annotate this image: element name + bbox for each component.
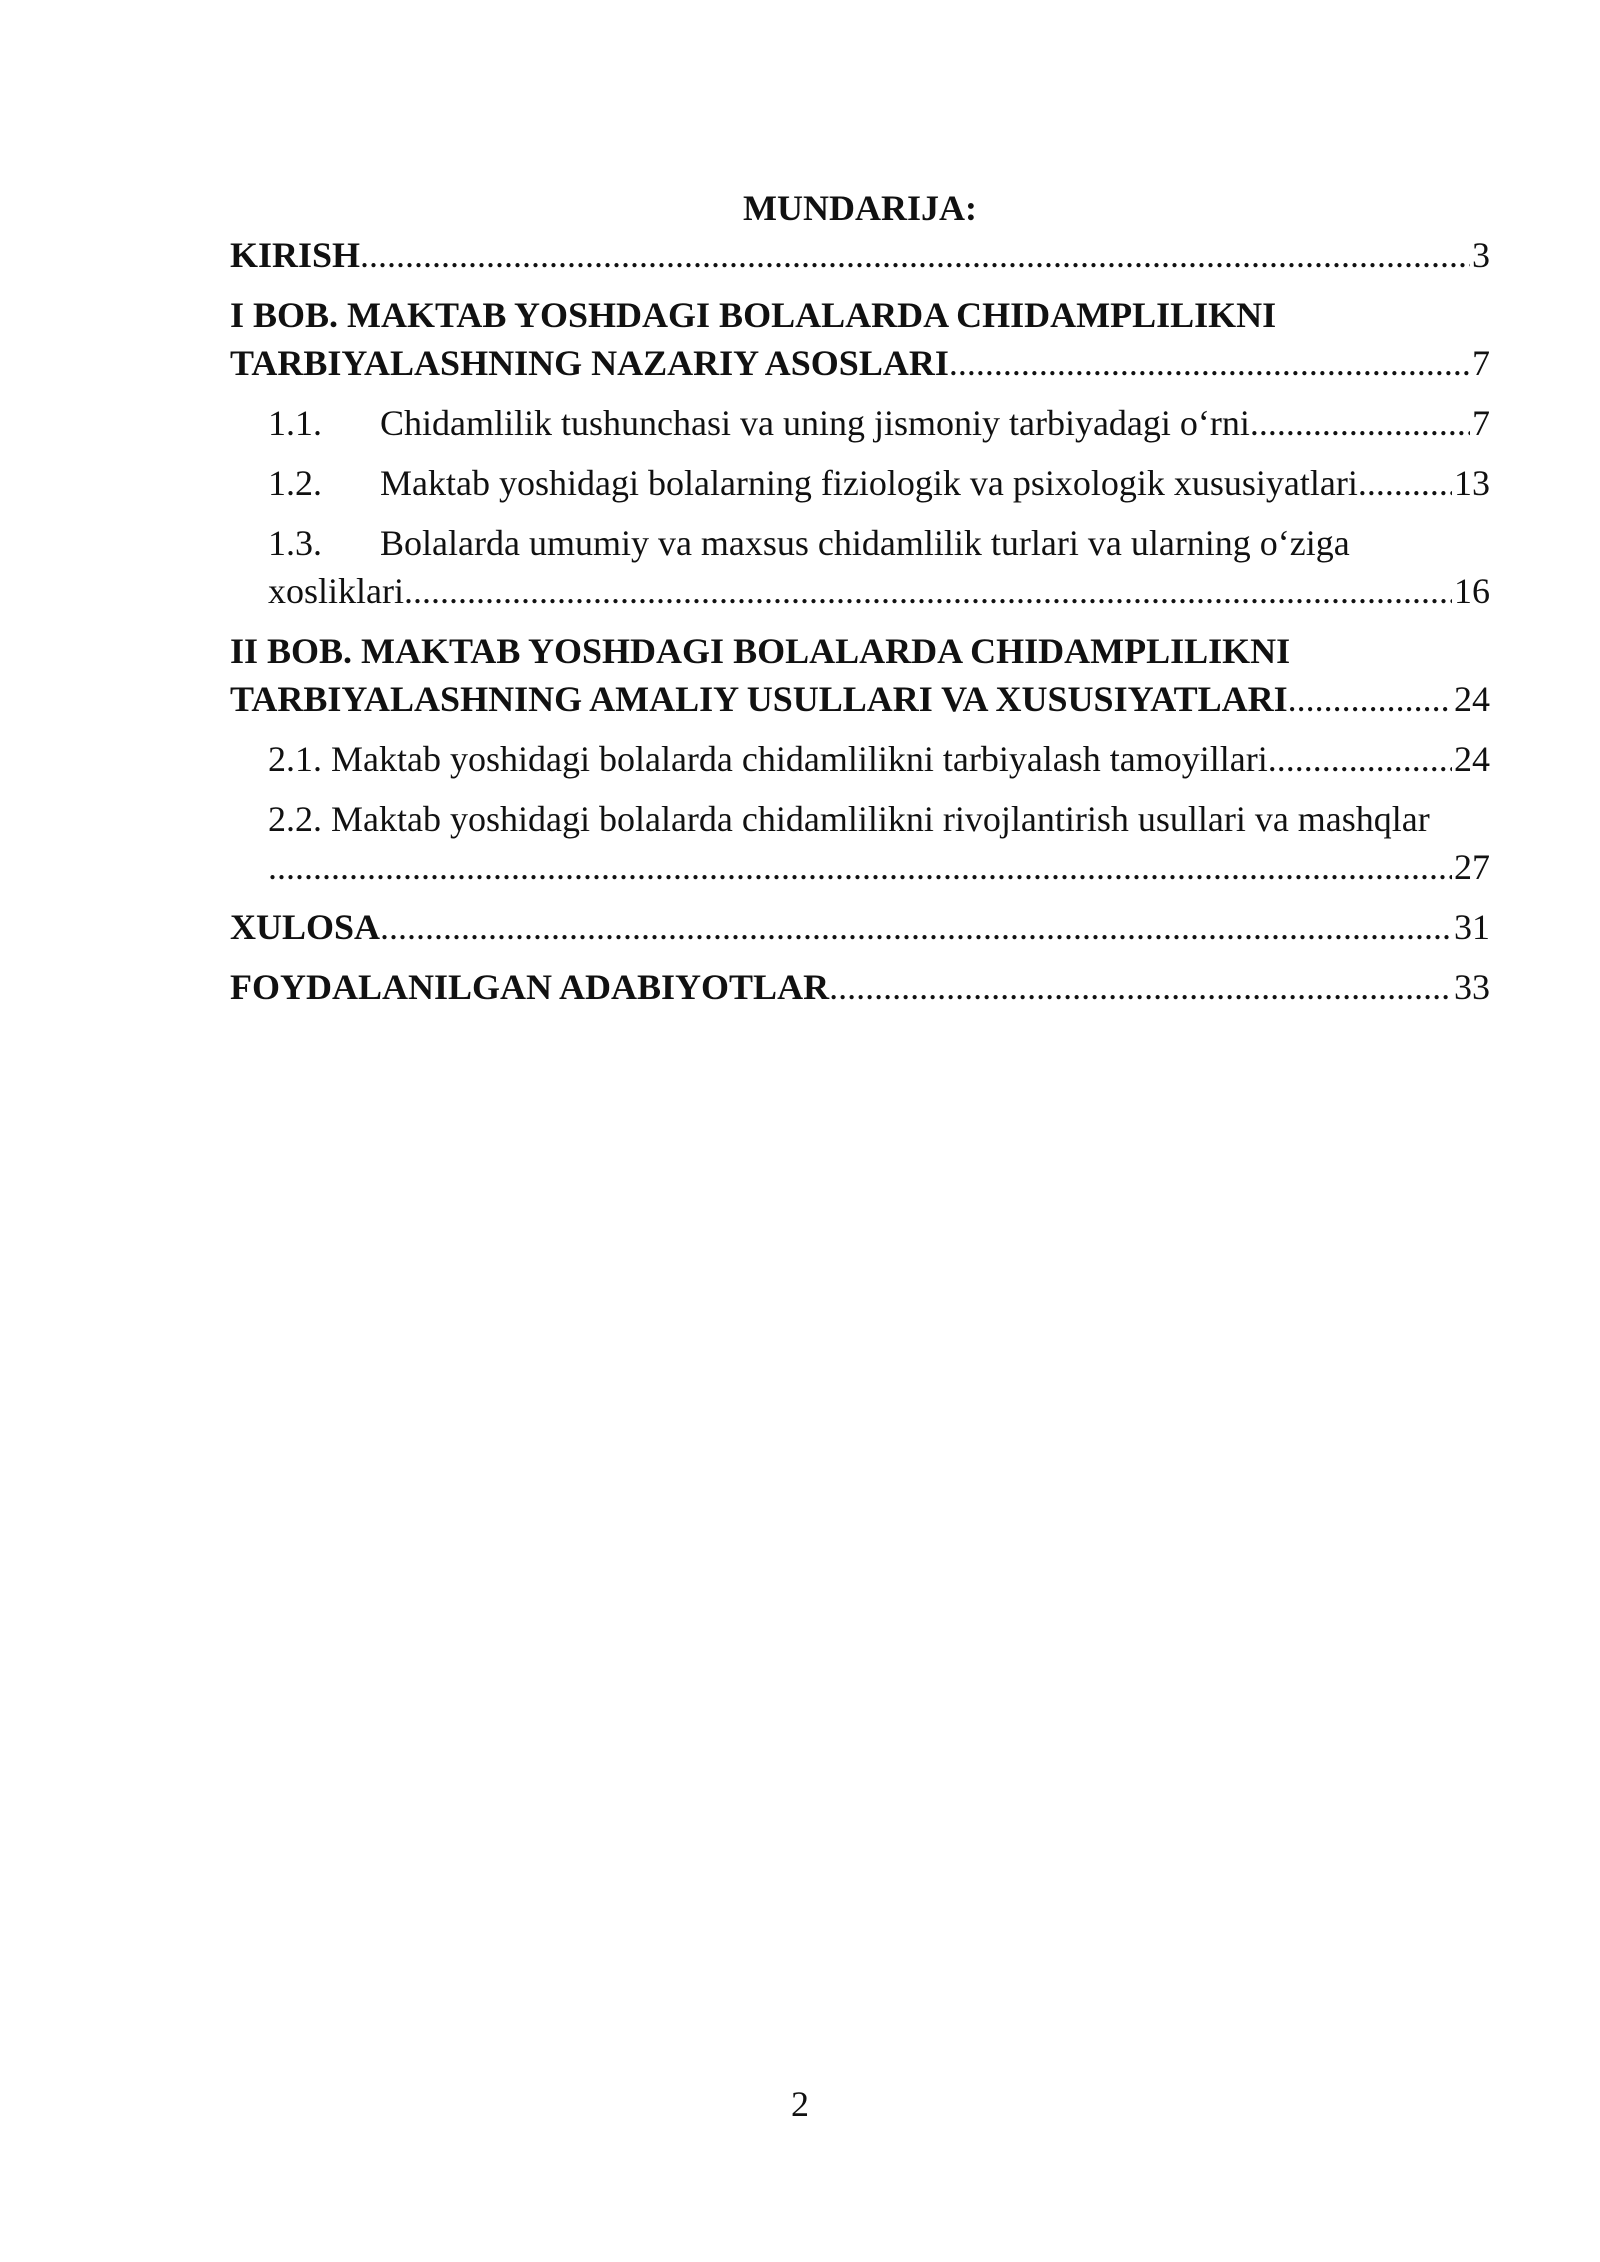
toc-entry-1-3[interactable] bbox=[230, 519, 1490, 615]
toc-entry-page: 24 bbox=[1454, 739, 1490, 779]
toc-entry-page: 24 bbox=[1454, 679, 1490, 719]
toc-title: MUNDARIJA: bbox=[743, 188, 977, 228]
toc-entry-page: 7 bbox=[1472, 343, 1490, 383]
toc-entry-2-2[interactable] bbox=[230, 795, 1490, 891]
toc-entry-label: 2.1. Maktab yoshidagi bolalarda chidamlilikni tarbiyalash tamoyillari bbox=[268, 739, 1268, 779]
toc-leader-dots bbox=[829, 963, 1452, 1011]
toc-leader-dots bbox=[949, 339, 1470, 387]
toc-leader-dots bbox=[1250, 399, 1470, 447]
toc-entry-label: Maktab yoshidagi bolalarning fiziologik va psixologik xususiyatlari bbox=[380, 463, 1358, 503]
toc-entry-1-2[interactable] bbox=[230, 459, 1490, 507]
toc-entry-page: 7 bbox=[1472, 403, 1490, 443]
toc-entry-page: 27 bbox=[1454, 847, 1490, 887]
toc-entry-label: I BOB. MAKTAB YOSHDAGI BOLALARDA CHIDAMPLILIKNI bbox=[230, 295, 1277, 335]
toc-entry-page: 16 bbox=[1454, 571, 1490, 611]
toc-entry-page: 31 bbox=[1454, 907, 1490, 947]
toc-entry-label-cont: xosliklari bbox=[268, 571, 404, 611]
toc-entry-1-1[interactable] bbox=[230, 399, 1490, 447]
toc-entry-label-cont: TARBIYALASHNING AMALIY USULLARI VA XUSUSIYATLARI bbox=[230, 679, 1288, 719]
toc-entry-number: 1.2. bbox=[268, 463, 322, 503]
toc-leader-dots bbox=[268, 843, 1452, 891]
toc-leader-dots bbox=[404, 567, 1452, 615]
toc-entry-kirish[interactable] bbox=[230, 231, 1490, 279]
toc-entry-number: 1.3. bbox=[268, 523, 322, 563]
toc-entry-chapter-1[interactable] bbox=[230, 291, 1490, 387]
toc-entry-label: KIRISH bbox=[230, 235, 361, 275]
toc-entry-label: Chidamlilik tushunchasi va uning jismoniy tarbiyadagi o‘rni bbox=[380, 403, 1250, 443]
toc-entry-page: 13 bbox=[1454, 463, 1490, 503]
toc-entry-label: XULOSA bbox=[230, 907, 381, 947]
toc-entry-page: 3 bbox=[1472, 235, 1490, 275]
toc-leader-dots bbox=[1268, 735, 1452, 783]
toc-entry-label: FOYDALANILGAN ADABIYOTLAR bbox=[230, 967, 830, 1007]
toc-entry-adabiyotlar[interactable] bbox=[230, 963, 1490, 1011]
toc-entry-chapter-2[interactable] bbox=[230, 627, 1490, 723]
toc-entry-2-1[interactable] bbox=[230, 735, 1490, 783]
toc-entry-label: II BOB. MAKTAB YOSHDAGI BOLALARDA CHIDAMPLILIKNI bbox=[230, 631, 1291, 671]
table-of-contents bbox=[230, 186, 1490, 1011]
toc-leader-dots bbox=[1358, 459, 1452, 507]
toc-entry-label: Bolalarda umumiy va maxsus chidamlilik turlari va ularning o‘ziga bbox=[380, 523, 1350, 563]
toc-leader-dots bbox=[1288, 675, 1452, 723]
toc-entry-label: 2.2. Maktab yoshidagi bolalarda chidamlilikni rivojlantirish usullari va mashqlar bbox=[268, 799, 1430, 839]
toc-entry-label-cont: TARBIYALASHNING NAZARIY ASOSLARI bbox=[230, 343, 949, 383]
toc-list bbox=[230, 231, 1490, 1011]
toc-leader-dots bbox=[360, 231, 1470, 279]
page-number: 2 bbox=[791, 2084, 809, 2124]
toc-leader-dots bbox=[380, 903, 1452, 951]
toc-entry-page: 33 bbox=[1454, 967, 1490, 1007]
toc-entry-number: 1.1. bbox=[268, 403, 322, 443]
toc-entry-xulosa[interactable] bbox=[230, 903, 1490, 951]
